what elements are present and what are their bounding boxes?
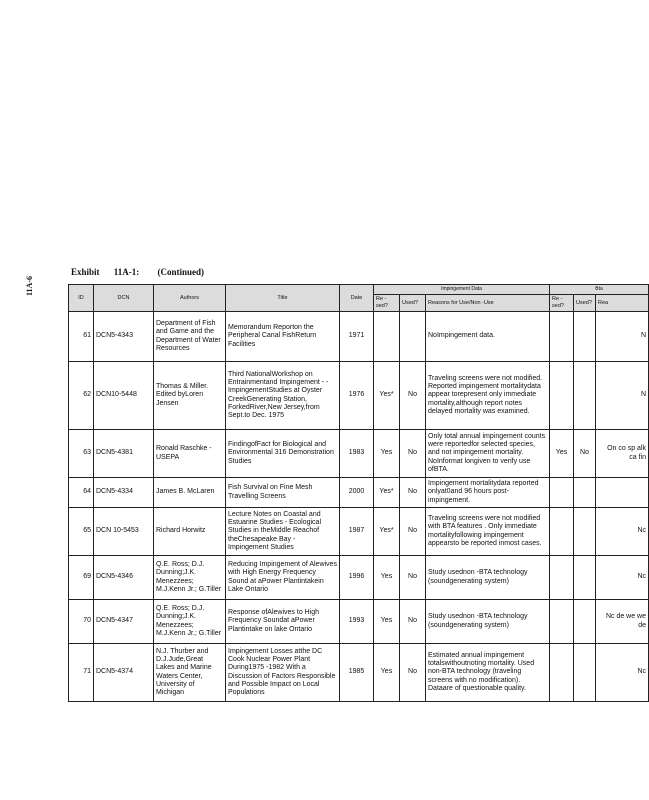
cell-title: Lecture Notes on Coastal and Estuarine Studies - Ecological Studies in theMiddle Reachof theChesapeake Bay - Impingement Studies [226, 508, 340, 556]
cell-date: 1971 [340, 312, 374, 362]
cell-reused: Yes* [374, 362, 400, 430]
cell-dcn: DCN10-5448 [94, 362, 154, 430]
cell-dcn: DCN5-4347 [94, 600, 154, 644]
header-used: Used? [400, 295, 426, 312]
cell-reasons: Only total annual impingement counts were reportedfor selected species, and not impingement mortality. NoInformat longiven to verify use ofBTA. [426, 430, 550, 478]
table-body [69, 312, 649, 702]
header-bta-reused [550, 295, 574, 312]
cell-bta-used [574, 556, 596, 600]
group-header-row [69, 285, 649, 295]
cell-title: Third NationalWorkshop on Entrainmentand Impingement - -ImpingementStudies at Oyster CreekGenerating Station, ForkedRiver,New Jersey,from Sept.to Dec. 1975 [226, 362, 340, 430]
header-reused [374, 295, 400, 312]
cell-date: 2000 [340, 478, 374, 508]
cell-bta-reused [550, 312, 574, 362]
cell-bta-reused: Yes [550, 430, 574, 478]
cell-used: No [400, 430, 426, 478]
cell-bta-reused [550, 600, 574, 644]
cell-title: FindingofFact for Biological and Environmental 316 Demonstration Studies [226, 430, 340, 478]
cell-dcn: DCN5-4381 [94, 430, 154, 478]
header-impingement-data: Impingement Data [374, 285, 550, 295]
cell-bta-reused [550, 508, 574, 556]
cell-dcn: DCN5-4343 [94, 312, 154, 362]
cell-authors: N.J. Thurber and D.J.Jude,Great Lakes and Marine Waters Center, University of Michigan [154, 644, 226, 702]
cell-id: 64 [69, 478, 94, 508]
cell-bta-used: No [574, 430, 596, 478]
cell-bta-reasons: Nc de we we de [596, 600, 649, 644]
cell-authors: Ronald Raschke - USEPA [154, 430, 226, 478]
cell-used: No [400, 600, 426, 644]
table-row [69, 508, 649, 556]
cell-dcn: DCN5-4334 [94, 478, 154, 508]
cell-used [400, 312, 426, 362]
cell-reasons: Traveling screens were not modified with BTA features . Only immediate mortalityfollowing impingement appearsto be reported inmost cases. [426, 508, 550, 556]
cell-bta-used [574, 312, 596, 362]
cell-reasons: Study usednon -BTA technology (soundgenerating system) [426, 556, 550, 600]
cell-used: No [400, 478, 426, 508]
cell-bta-used [574, 362, 596, 430]
table-row [69, 556, 649, 600]
table-row [69, 362, 649, 430]
header-dcn: DCN [94, 285, 154, 312]
cell-title: Reducing Impingement of Alewives with High Energy Frequency Sound at aPower Plantintakein Lake Ontario [226, 556, 340, 600]
header-id: ID [69, 285, 94, 312]
cell-id: 69 [69, 556, 94, 600]
cell-date: 1976 [340, 362, 374, 430]
header-authors: Authors [154, 285, 226, 312]
cell-authors: Thomas & Miller. Edited byLoren Jensen [154, 362, 226, 430]
cell-id: 61 [69, 312, 94, 362]
cell-dcn: DCN5-4346 [94, 556, 154, 600]
exhibit-continued: (Continued) [157, 267, 205, 277]
cell-used: No [400, 508, 426, 556]
cell-reused: Yes* [374, 478, 400, 508]
cell-dcn: DCN 10-5453 [94, 508, 154, 556]
cell-title: Fish Survival on Fine Mesh Travelling Screens [226, 478, 340, 508]
cell-id: 70 [69, 600, 94, 644]
cell-reused [374, 312, 400, 362]
header-bta-used: Used? [574, 295, 596, 312]
cell-reused: Yes [374, 556, 400, 600]
cell-reused: Yes* [374, 508, 400, 556]
cell-reasons: NoImpingement data. [426, 312, 550, 362]
cell-id: 71 [69, 644, 94, 702]
cell-bta-used [574, 478, 596, 508]
header-date: Date [340, 285, 374, 312]
cell-reused: Yes [374, 430, 400, 478]
cell-authors: Richard Horwitz [154, 508, 226, 556]
cell-reasons: Impingement mortalitydata reported onlyat0and 96 hours post-impingement. [426, 478, 550, 508]
cell-used: No [400, 362, 426, 430]
cell-reasons: Study usednon -BTA technology (soundgenerating system) [426, 600, 550, 644]
table-row [69, 644, 649, 702]
cell-bta-used [574, 644, 596, 702]
cell-bta-used [574, 600, 596, 644]
cell-used: No [400, 556, 426, 600]
header-bta: Bta [550, 285, 649, 295]
table-row [69, 600, 649, 644]
cell-id: 63 [69, 430, 94, 478]
cell-dcn: DCN5-4374 [94, 644, 154, 702]
table-row [69, 312, 649, 362]
header-bta-reasons: Rea [596, 295, 649, 312]
header-reused-top: Re - [376, 296, 387, 302]
header-reused-bottom: sed? [376, 303, 388, 309]
cell-reasons: Traveling screens were not modified. Reported impingement mortalitydata appear torepresent only immediate mortality,although report notes delayed mortality was examined. [426, 362, 550, 430]
table-row [69, 430, 649, 478]
cell-bta-reused [550, 556, 574, 600]
header-title: Title [226, 285, 340, 312]
cell-bta-reused [550, 644, 574, 702]
cell-reused: Yes [374, 644, 400, 702]
table-row [69, 478, 649, 508]
cell-title: Response ofAlewives to High Frequency Soundat aPower Plantintake on lake Ontario [226, 600, 340, 644]
cell-bta-reasons: N [596, 312, 649, 362]
cell-bta-used [574, 508, 596, 556]
cell-authors: James B. McLaren [154, 478, 226, 508]
cell-date: 1996 [340, 556, 374, 600]
cell-authors: Department of Fish and Game and the Department of Water Resources [154, 312, 226, 362]
cell-reused: Yes [374, 600, 400, 644]
cell-authors: Q.E. Ross; D.J. Dunning;J.K. Menezzees; M.J.Kenn Jr.; G.Tiller [154, 600, 226, 644]
cell-reasons: Estimated annual impingement totalswithoutnoting mortality. Used non-BTA technology (traveling screens with no modification). Dataare of questionable quality. [426, 644, 550, 702]
cell-date: 1985 [340, 644, 374, 702]
cell-bta-reasons: Nc [596, 644, 649, 702]
cell-date: 1987 [340, 508, 374, 556]
header-bta-reused-bottom: sed? [552, 303, 564, 309]
cell-bta-reused [550, 478, 574, 508]
page-number-label: 11A-6 [25, 276, 34, 296]
header-bta-reused-top: Re - [552, 296, 563, 302]
cell-title: Impingement Losses atthe DC Cook Nuclear Power Plant During1975 -1982 With a Discussion of Factors Responsible and Possible Impact on Local Populations [226, 644, 340, 702]
header-reasons: Reasons for Use/Non -Use [426, 295, 550, 312]
cell-bta-reused [550, 362, 574, 430]
cell-bta-reasons: N [596, 362, 649, 430]
cell-title: Memorandum Reporton the Peripheral Canal FishReturn Facilities [226, 312, 340, 362]
exhibit-label: Exhibit [71, 267, 100, 277]
exhibit-number: 11A-1: [113, 267, 140, 277]
cell-bta-reasons: Nc [596, 556, 649, 600]
cell-authors: Q.E. Ross; D.J. Dunning;J.K. Menezzees; M.J.Kenn Jr.; G.Tiller [154, 556, 226, 600]
cell-bta-reasons [596, 478, 649, 508]
cell-bta-reasons: Nc [596, 508, 649, 556]
cell-bta-reasons: On co sp alk ca fin [596, 430, 649, 478]
cell-used: No [400, 644, 426, 702]
cell-date: 1983 [340, 430, 374, 478]
exhibit-title [71, 267, 204, 281]
cell-id: 65 [69, 508, 94, 556]
exhibit-table [68, 284, 649, 702]
cell-id: 62 [69, 362, 94, 430]
cell-date: 1993 [340, 600, 374, 644]
